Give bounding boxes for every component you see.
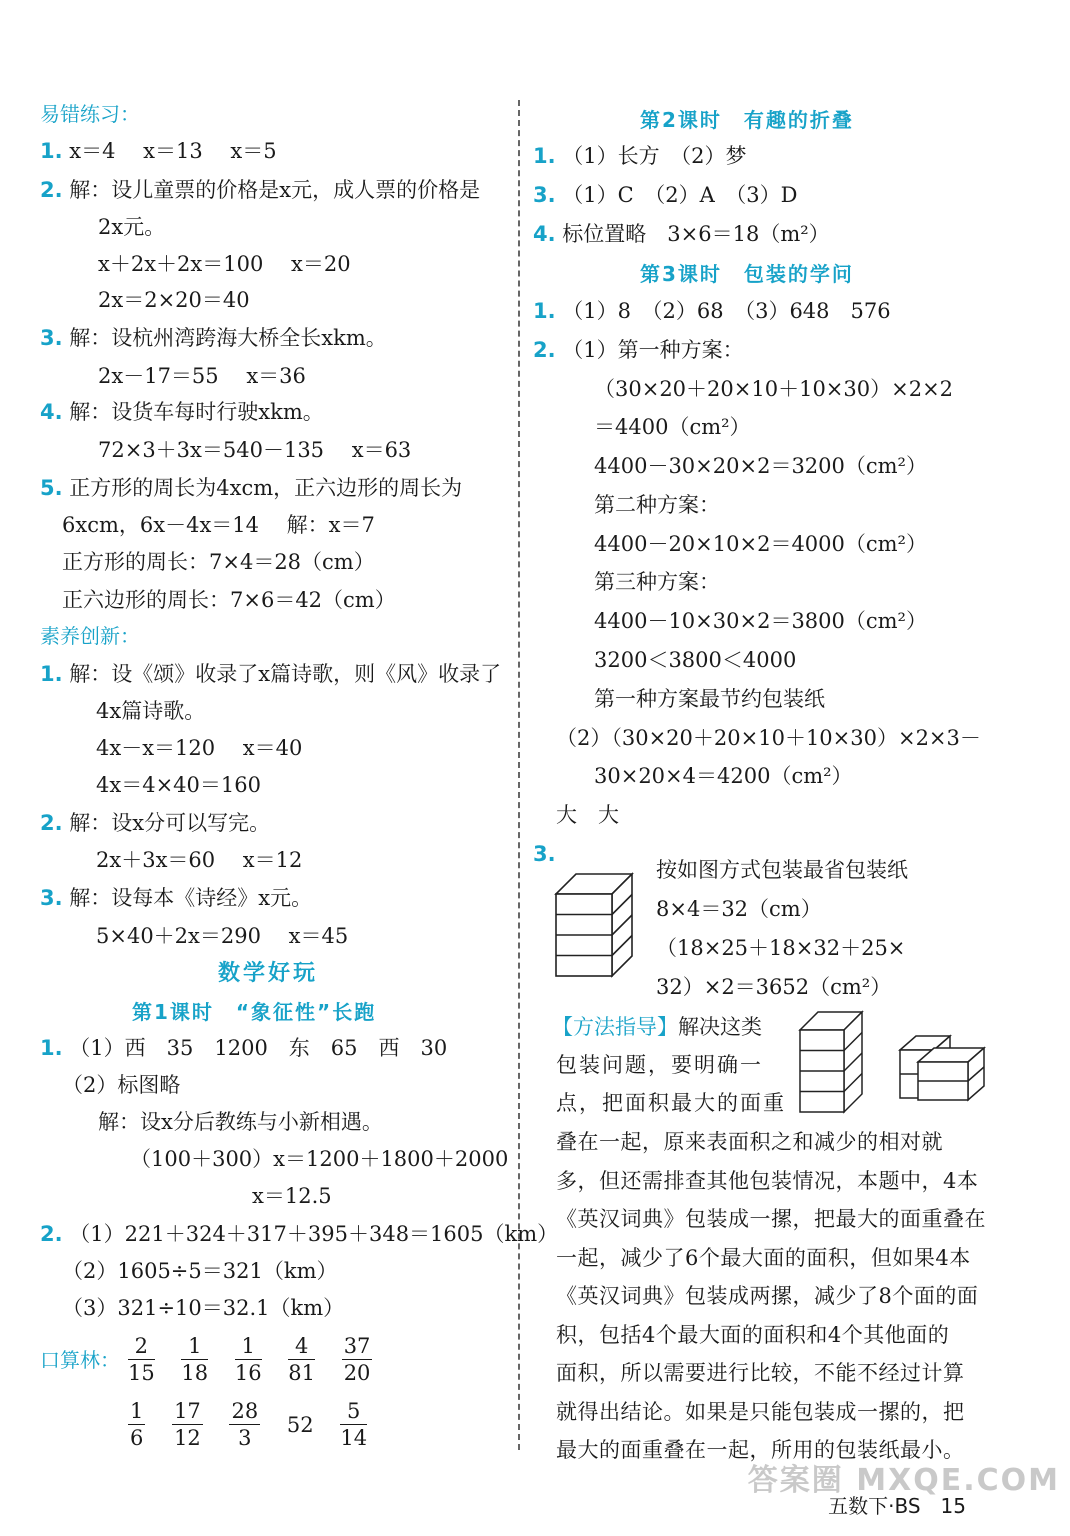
innovation-2 xyxy=(40,809,270,837)
answer-2 xyxy=(40,176,480,204)
watermark-logo xyxy=(748,1455,1060,1499)
answer-text: （1）C （2）A （3）D xyxy=(562,183,798,207)
lesson-title-2: 第2课时 有趣的折叠 xyxy=(640,108,854,132)
answer-text: 4x篇诗歌。 xyxy=(96,699,206,723)
method-guide-text: 《英汉词典》包装成两摞，减少了8个面的面 xyxy=(556,1284,979,1308)
answer-text: 4x－x＝120 x＝40 xyxy=(96,736,303,760)
answer-text: 按如图方式包装最省包装纸 xyxy=(656,858,908,882)
item-number: 3. xyxy=(533,842,556,866)
fraction-row-1 xyxy=(128,1333,392,1386)
answer-text: 2x－17＝55 x＝36 xyxy=(98,364,306,388)
answer-text: 解：设x分后教练与小新相遇。 xyxy=(98,1110,383,1134)
item-number: 1. xyxy=(533,299,556,323)
answer-3 xyxy=(40,324,387,352)
chapter-title: 数学好玩 xyxy=(218,961,319,986)
item-number: 1. xyxy=(40,662,63,686)
item-number: 2. xyxy=(40,1222,63,1246)
answer-text: x＋2x＋2x＝100 x＝20 xyxy=(98,252,351,276)
answer-1 xyxy=(40,137,277,165)
integer-answer: 52 xyxy=(286,1412,314,1437)
double-stack-figure xyxy=(898,1034,986,1102)
answer-text: 32）×2＝3652（cm²） xyxy=(656,975,892,999)
answer-text: （18×25＋18×32＋25× xyxy=(656,936,906,960)
lesson3-answer-3-number xyxy=(533,840,556,868)
innovation-1 xyxy=(40,660,501,688)
item-number: 1. xyxy=(40,139,63,163)
item-number: 2. xyxy=(40,178,63,202)
answer-text: 3200＜3800＜4000 xyxy=(594,648,797,672)
answer-text: （1）221＋324＋317＋395＋348＝1605（km） xyxy=(69,1222,559,1246)
answer-text: 第三种方案： xyxy=(594,570,720,594)
lesson3-answer-1 xyxy=(533,297,891,325)
answer-text: 4400－30×20×2＝3200（cm²） xyxy=(594,454,927,478)
fraction: $\frac{17}{12}$ xyxy=(174,1399,201,1450)
answer-text: 72×3＋3x＝540－135 x＝63 xyxy=(98,438,412,462)
lesson2-answer-1 xyxy=(533,142,747,170)
answer-text: 解：设杭州湾跨海大桥全长xkm。 xyxy=(69,326,387,350)
answer-text: 2x＋3x＝60 x＝12 xyxy=(96,848,303,872)
answer-text: 4400－10×30×2＝3800（cm²） xyxy=(594,609,927,633)
answer-text: 第一种方案最节约包装纸 xyxy=(594,687,825,711)
item-number: 3. xyxy=(40,326,63,350)
answer-text: 8×4＝32（cm） xyxy=(656,897,822,921)
lesson1-answer-2 xyxy=(40,1220,558,1248)
method-guide-text: 就得出结论。如果是只能包装成一摞的，把 xyxy=(556,1399,965,1424)
answer-text: 5×40＋2x＝290 x＝45 xyxy=(96,924,349,948)
method-guide-text: 点，把面积最大的面重 xyxy=(556,1091,786,1115)
answer-text: （30×20＋20×10＋10×30）×2×2 xyxy=(594,377,954,401)
answer-text: 2x＝2×20＝40 xyxy=(98,288,250,312)
method-guide-text: 一起，减少了6个最大面的面积，但如果4本 xyxy=(556,1245,971,1270)
answer-text: 标位置略 3×6＝18（m²） xyxy=(562,222,830,246)
answer-text: 4x＝4×40＝160 xyxy=(96,773,261,797)
oral-calc-label: 口算林： xyxy=(40,1348,120,1372)
answer-text: 解：设《颂》收录了x篇诗歌，则《风》收录了 xyxy=(69,662,502,686)
item-number: 1. xyxy=(533,144,556,168)
answer-text: 正六边形的周长：7×6＝42（cm） xyxy=(62,588,396,612)
answer-text: 解：设货车每时行驶xkm。 xyxy=(69,400,324,424)
lesson1-answer-1 xyxy=(40,1034,447,1062)
method-guide-text: 《英汉词典》包装成一摞，把最大的面重叠在 xyxy=(556,1207,986,1231)
fraction: $\frac{2}{15}$ xyxy=(128,1334,155,1385)
item-number: 2. xyxy=(40,811,63,835)
answer-text: ＝4400（cm²） xyxy=(594,415,751,439)
answer-text: 解：设x分可以写完。 xyxy=(69,811,271,835)
item-number: 4. xyxy=(533,222,556,246)
lesson2-answer-3 xyxy=(533,181,797,209)
lesson2-answer-4 xyxy=(533,220,830,248)
method-guide-text: 最大的面重叠在一起，所用的包装纸最小。 xyxy=(556,1438,965,1462)
answer-text: （3）321÷10＝32.1（km） xyxy=(62,1296,345,1320)
lesson-title-1: 第1课时 “象征性”长跑 xyxy=(132,1000,377,1024)
answer-text: （1）8 （2）68 （3）648 576 xyxy=(562,299,891,323)
fraction-row-2 xyxy=(128,1398,387,1451)
fraction: $\frac{37}{20}$ xyxy=(343,1334,371,1385)
fraction: $\frac{1}{18}$ xyxy=(181,1334,209,1385)
method-guide-text: 多，但还需排查其他包装情况，本题中，4本 xyxy=(556,1168,979,1193)
answer-text: 6xcm，6x－4x＝14 解：x＝7 xyxy=(62,513,375,537)
section-title-innovation: 素养创新： xyxy=(40,624,140,648)
answer-text: 解决这类 xyxy=(678,1015,762,1039)
answer-text: （1）西 35 1200 东 65 西 30 xyxy=(69,1036,448,1060)
watermark-text: 答案圈 MXQE.COM xyxy=(747,1463,1060,1498)
method-guide-tag: 【方法指导】 xyxy=(552,1015,678,1039)
method-guide-text: 面积，所以需要进行比较，不能不经过计算 xyxy=(556,1361,965,1385)
answer-text: x＝12.5 xyxy=(252,1184,332,1208)
answer-text: （1）第一种方案： xyxy=(562,338,744,362)
answer-text: 2x元。 xyxy=(98,215,166,239)
answer-text: x＝4 x＝13 x＝5 xyxy=(69,139,277,163)
answer-text: 正方形的周长为4xcm，正六边形的周长为 xyxy=(69,476,463,500)
answer-text: 解：设儿童票的价格是x元，成人票的价格是 xyxy=(69,178,481,202)
method-guide-paragraph xyxy=(556,1123,996,1470)
answer-4 xyxy=(40,398,324,426)
stacked-books-figure xyxy=(554,872,634,980)
item-number: 3. xyxy=(533,183,556,207)
fraction: $\frac{1}{6}$ xyxy=(130,1399,144,1450)
single-stack-figure xyxy=(798,1010,864,1114)
answer-text: （2）（30×20＋20×10＋10×30）×2×3－ xyxy=(556,726,981,750)
answer-text: 解：设每本《诗经》x元。 xyxy=(69,886,313,910)
fraction: $\frac{4}{81}$ xyxy=(288,1334,315,1385)
fraction: $\frac{1}{16}$ xyxy=(234,1334,262,1385)
fraction: $\frac{5}{14}$ xyxy=(340,1399,368,1450)
method-guide-line-1 xyxy=(552,1013,762,1041)
section-title-errors: 易错练习： xyxy=(40,102,140,126)
answer-text: （1）长方 （2）梦 xyxy=(562,144,747,168)
page-footer: 五数下·BS 15 xyxy=(828,1494,966,1518)
item-number: 4. xyxy=(40,400,63,424)
answer-text: 30×20×4＝4200（cm²） xyxy=(594,764,853,788)
answer-text: 第二种方案： xyxy=(594,493,720,517)
method-guide-text: 叠在一起，原来表面积之和减少的相对就 xyxy=(556,1130,943,1154)
answer-text: （2）1605÷5＝321（km） xyxy=(62,1259,338,1283)
item-number: 2. xyxy=(533,338,556,362)
answer-text: （100＋300）x＝1200＋1800＋2000 xyxy=(130,1147,509,1171)
item-number: 5. xyxy=(40,476,63,500)
answer-5 xyxy=(40,474,462,502)
answer-text: （2）标图略 xyxy=(62,1073,181,1097)
method-guide-text: 包装问题，要明确一 xyxy=(556,1053,763,1077)
item-number: 3. xyxy=(40,886,63,910)
method-guide-text: 积，包括4个最大面的面积和4个其他面的 xyxy=(556,1322,950,1347)
lesson-title-3: 第3课时 包装的学问 xyxy=(640,262,854,286)
answer-text: 大 大 xyxy=(556,803,619,827)
answer-text: 正方形的周长：7×4＝28（cm） xyxy=(62,550,375,574)
innovation-3 xyxy=(40,884,312,912)
lesson3-answer-2 xyxy=(533,336,744,364)
item-number: 1. xyxy=(40,1036,63,1060)
fraction: $\frac{28}{3}$ xyxy=(231,1399,259,1450)
answer-text: 4400－20×10×2＝4000（cm²） xyxy=(594,532,927,556)
